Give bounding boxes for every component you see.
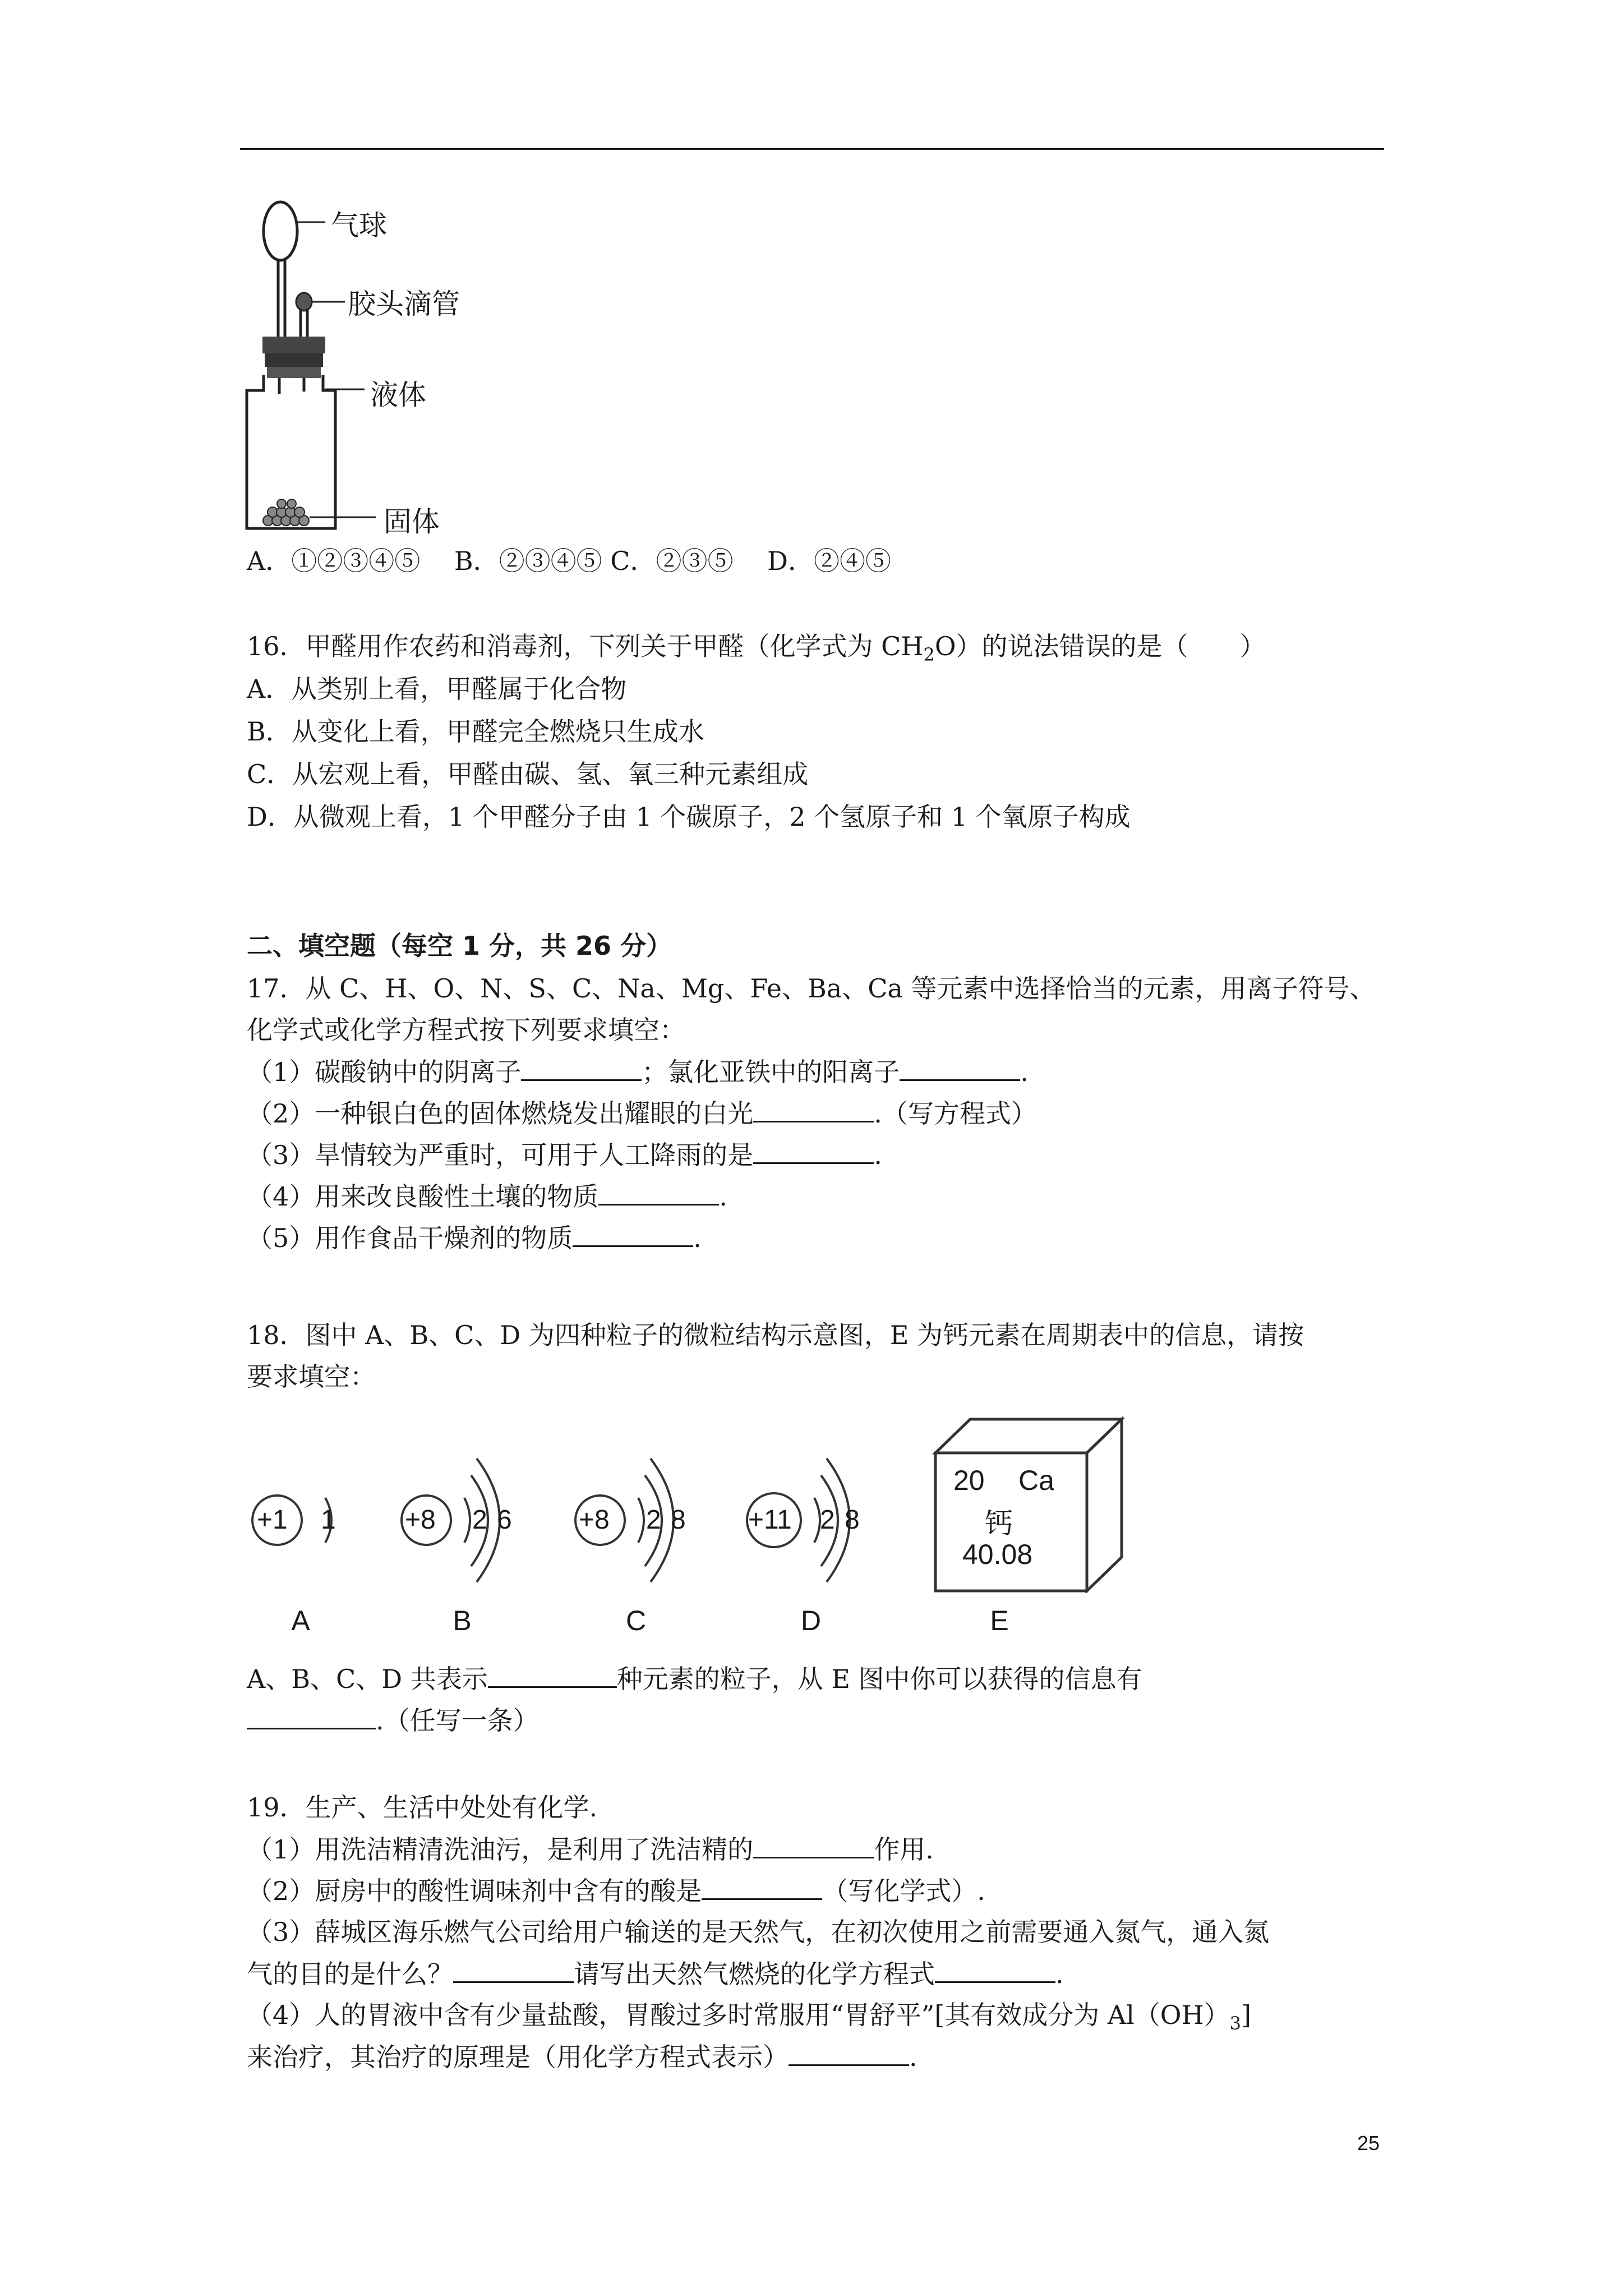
q17-part1: [247, 1055, 1029, 1089]
q15-options: A．①②③④⑤ B．②③④⑤ C．②③⑤ D．②④⑤: [247, 546, 891, 576]
q17-p4a: （4）用来改良酸性土壤的物质: [247, 1181, 599, 1212]
q17-part5: [247, 1221, 702, 1255]
q19-p4a: （4）人的胃液中含有少量盐酸，胃酸过多时常服用“胃舒平”[其有效成分为 Al（OH）: [247, 2000, 1230, 2030]
q19-blank-5[interactable]: [789, 2040, 909, 2066]
q19-part3-line2: [247, 1957, 1064, 1991]
q17-blank-1[interactable]: [521, 1055, 642, 1081]
apparatus-drawing: [241, 196, 679, 544]
q17-line2: 化学式或化学方程式按下列要求填空：: [247, 1015, 685, 1045]
diagram-b-label: B: [453, 1605, 472, 1636]
q16-stem: [247, 629, 1266, 671]
element-label: E: [990, 1605, 1009, 1636]
label-liquid: 液体: [370, 379, 426, 411]
q19-blank-1[interactable]: [753, 1832, 874, 1858]
q19-part3-line1: （3）薛城区海乐燃气公司给用户输送的是天然气，在初次使用之前需要通入氮气，通入氮: [247, 1917, 1270, 1947]
q17-part3: [247, 1138, 882, 1172]
q17-p4b: .: [719, 1181, 727, 1212]
q18-ans-a: A、B、C、D 共表示: [247, 1664, 488, 1694]
q17-p1b: ；氯化亚铁中的阳离子: [642, 1057, 900, 1087]
q19-part1: [247, 1832, 934, 1866]
diagram-a-label: A: [291, 1605, 310, 1636]
q19-blank-4[interactable]: [935, 1957, 1055, 1983]
q17-part2: [247, 1096, 1037, 1130]
diagram-d-shell-1: 2: [820, 1505, 835, 1535]
diagram-a-shell-1: 1: [321, 1505, 336, 1535]
diagram-c-shell-1: 2: [646, 1505, 661, 1535]
page-number: 25: [1357, 2132, 1380, 2155]
diagram-d-nucleus: +11: [748, 1505, 792, 1535]
q17-p1c: .: [1020, 1057, 1029, 1087]
q16-option-c: C．从宏观上看，甲醛由碳、氢、氧三种元素组成: [247, 759, 809, 789]
q17-blank-3[interactable]: [753, 1096, 874, 1122]
label-dropper: 胶头滴管: [348, 288, 460, 320]
q19-p3d: .: [1055, 1959, 1064, 1989]
q19-p4-sub: 3: [1229, 2013, 1241, 2034]
q19-blank-2[interactable]: [702, 1874, 822, 1900]
q18-answer-line1: [247, 1662, 1142, 1696]
diagram-c-label: C: [625, 1605, 647, 1636]
q19-p3b: 气的目的是什么？: [247, 1959, 453, 1989]
header-rule: [240, 148, 1384, 150]
q19-p2a: （2）厨房中的酸性调味剂中含有的酸是: [247, 1876, 702, 1906]
q19-part4-line1: [247, 1998, 1251, 2040]
diagram-c-shell-2: 8: [671, 1505, 686, 1535]
label-solid: 固体: [384, 505, 440, 538]
q19-p2b: （写化学式）.: [822, 1876, 985, 1906]
diagram-a-nucleus: +1: [257, 1505, 288, 1535]
diagram-b-shell-2: 6: [497, 1505, 512, 1535]
q19-p1b: 作用.: [874, 1834, 934, 1865]
element-number: 20: [953, 1465, 985, 1496]
q19-part4-line2: [247, 2040, 917, 2074]
diagram-d-label: D: [800, 1605, 822, 1636]
q16-option-b: B．从变化上看，甲醛完全燃烧只生成水: [247, 716, 704, 747]
q16-stem-sub: 2: [923, 644, 935, 665]
q18-ans-b: 种元素的粒子，从 E 图中你可以获得的信息有: [616, 1664, 1142, 1694]
q17-p5a: （5）用作食品干燥剂的物质: [247, 1223, 573, 1253]
element-name: 钙: [985, 1507, 1013, 1540]
q19-p3c: 请写出天然气燃烧的化学方程式: [574, 1959, 935, 1989]
q18-line2: 要求填空：: [247, 1361, 376, 1392]
q18-blank-2[interactable]: [247, 1703, 376, 1729]
diagram-b-shell-1: 2: [472, 1505, 487, 1535]
q17-blank-2[interactable]: [900, 1055, 1020, 1081]
q19-p4d: .: [909, 2042, 917, 2072]
element-symbol: Ca: [1018, 1465, 1054, 1496]
q17-p3b: .: [874, 1140, 882, 1170]
q17-p2b: .（写方程式）: [874, 1098, 1037, 1129]
q17-part4: [247, 1179, 727, 1213]
q17-blank-4[interactable]: [753, 1138, 874, 1164]
q18-blank-1[interactable]: [488, 1662, 617, 1688]
section2-title: 二、填空题（每空 1 分，共 26 分）: [247, 931, 672, 961]
q17-p1a: （1）碳酸钠中的阴离子: [247, 1057, 522, 1087]
q19-stem: 19．生产、生活中处处有化学.: [247, 1792, 598, 1823]
diagram-b-nucleus: +8: [405, 1505, 436, 1535]
element-mass: 40.08: [962, 1539, 1033, 1570]
q19-p4b: ]: [1241, 2000, 1251, 2030]
q18-line1: 18．图中 A、B、C、D 为四种粒子的微粒结构示意图，E 为钙元素在周期表中的信息，请按: [247, 1320, 1304, 1350]
q17-p5b: .: [693, 1223, 702, 1253]
q17-blank-5[interactable]: [598, 1179, 719, 1205]
q19-p1a: （1）用洗洁精清洗油污，是利用了洗洁精的: [247, 1834, 754, 1865]
q16-option-d: D．从微观上看，1 个甲醛分子由 1 个碳原子，2 个氢原子和 1 个氧原子构成: [247, 802, 1131, 832]
q17-line1: 17．从 C、H、O、N、S、C、Na、Mg、Fe、Ba、Ca 等元素中选择恰当的元素，用离子符号、: [247, 973, 1376, 1004]
diagram-d-shell-2: 8: [845, 1505, 860, 1535]
q19-part2: [247, 1874, 985, 1908]
label-balloon: 气球: [331, 209, 387, 242]
q19-blank-3[interactable]: [453, 1957, 574, 1983]
q17-blank-6[interactable]: [573, 1221, 693, 1247]
q17-p2a: （2）一种银白色的固体燃烧发出耀眼的白光: [247, 1098, 754, 1129]
q16-option-a: A．从类别上看，甲醛属于化合物: [247, 674, 627, 704]
q16-stem-a: 16．甲醛用作农药和消毒剂，下列关于甲醛（化学式为 CH: [247, 631, 924, 661]
diagram-c-nucleus: +8: [579, 1505, 610, 1535]
q17-p3a: （3）旱情较为严重时，可用于人工降雨的是: [247, 1140, 754, 1170]
q19-p4c: 来治疗，其治疗的原理是（用化学方程式表示）: [247, 2042, 789, 2072]
q16-stem-b: O）的说法错误的是（ ）: [934, 631, 1266, 661]
q18-ans-c: .（任写一条）: [376, 1705, 539, 1736]
q18-answer-line2: [247, 1703, 539, 1737]
